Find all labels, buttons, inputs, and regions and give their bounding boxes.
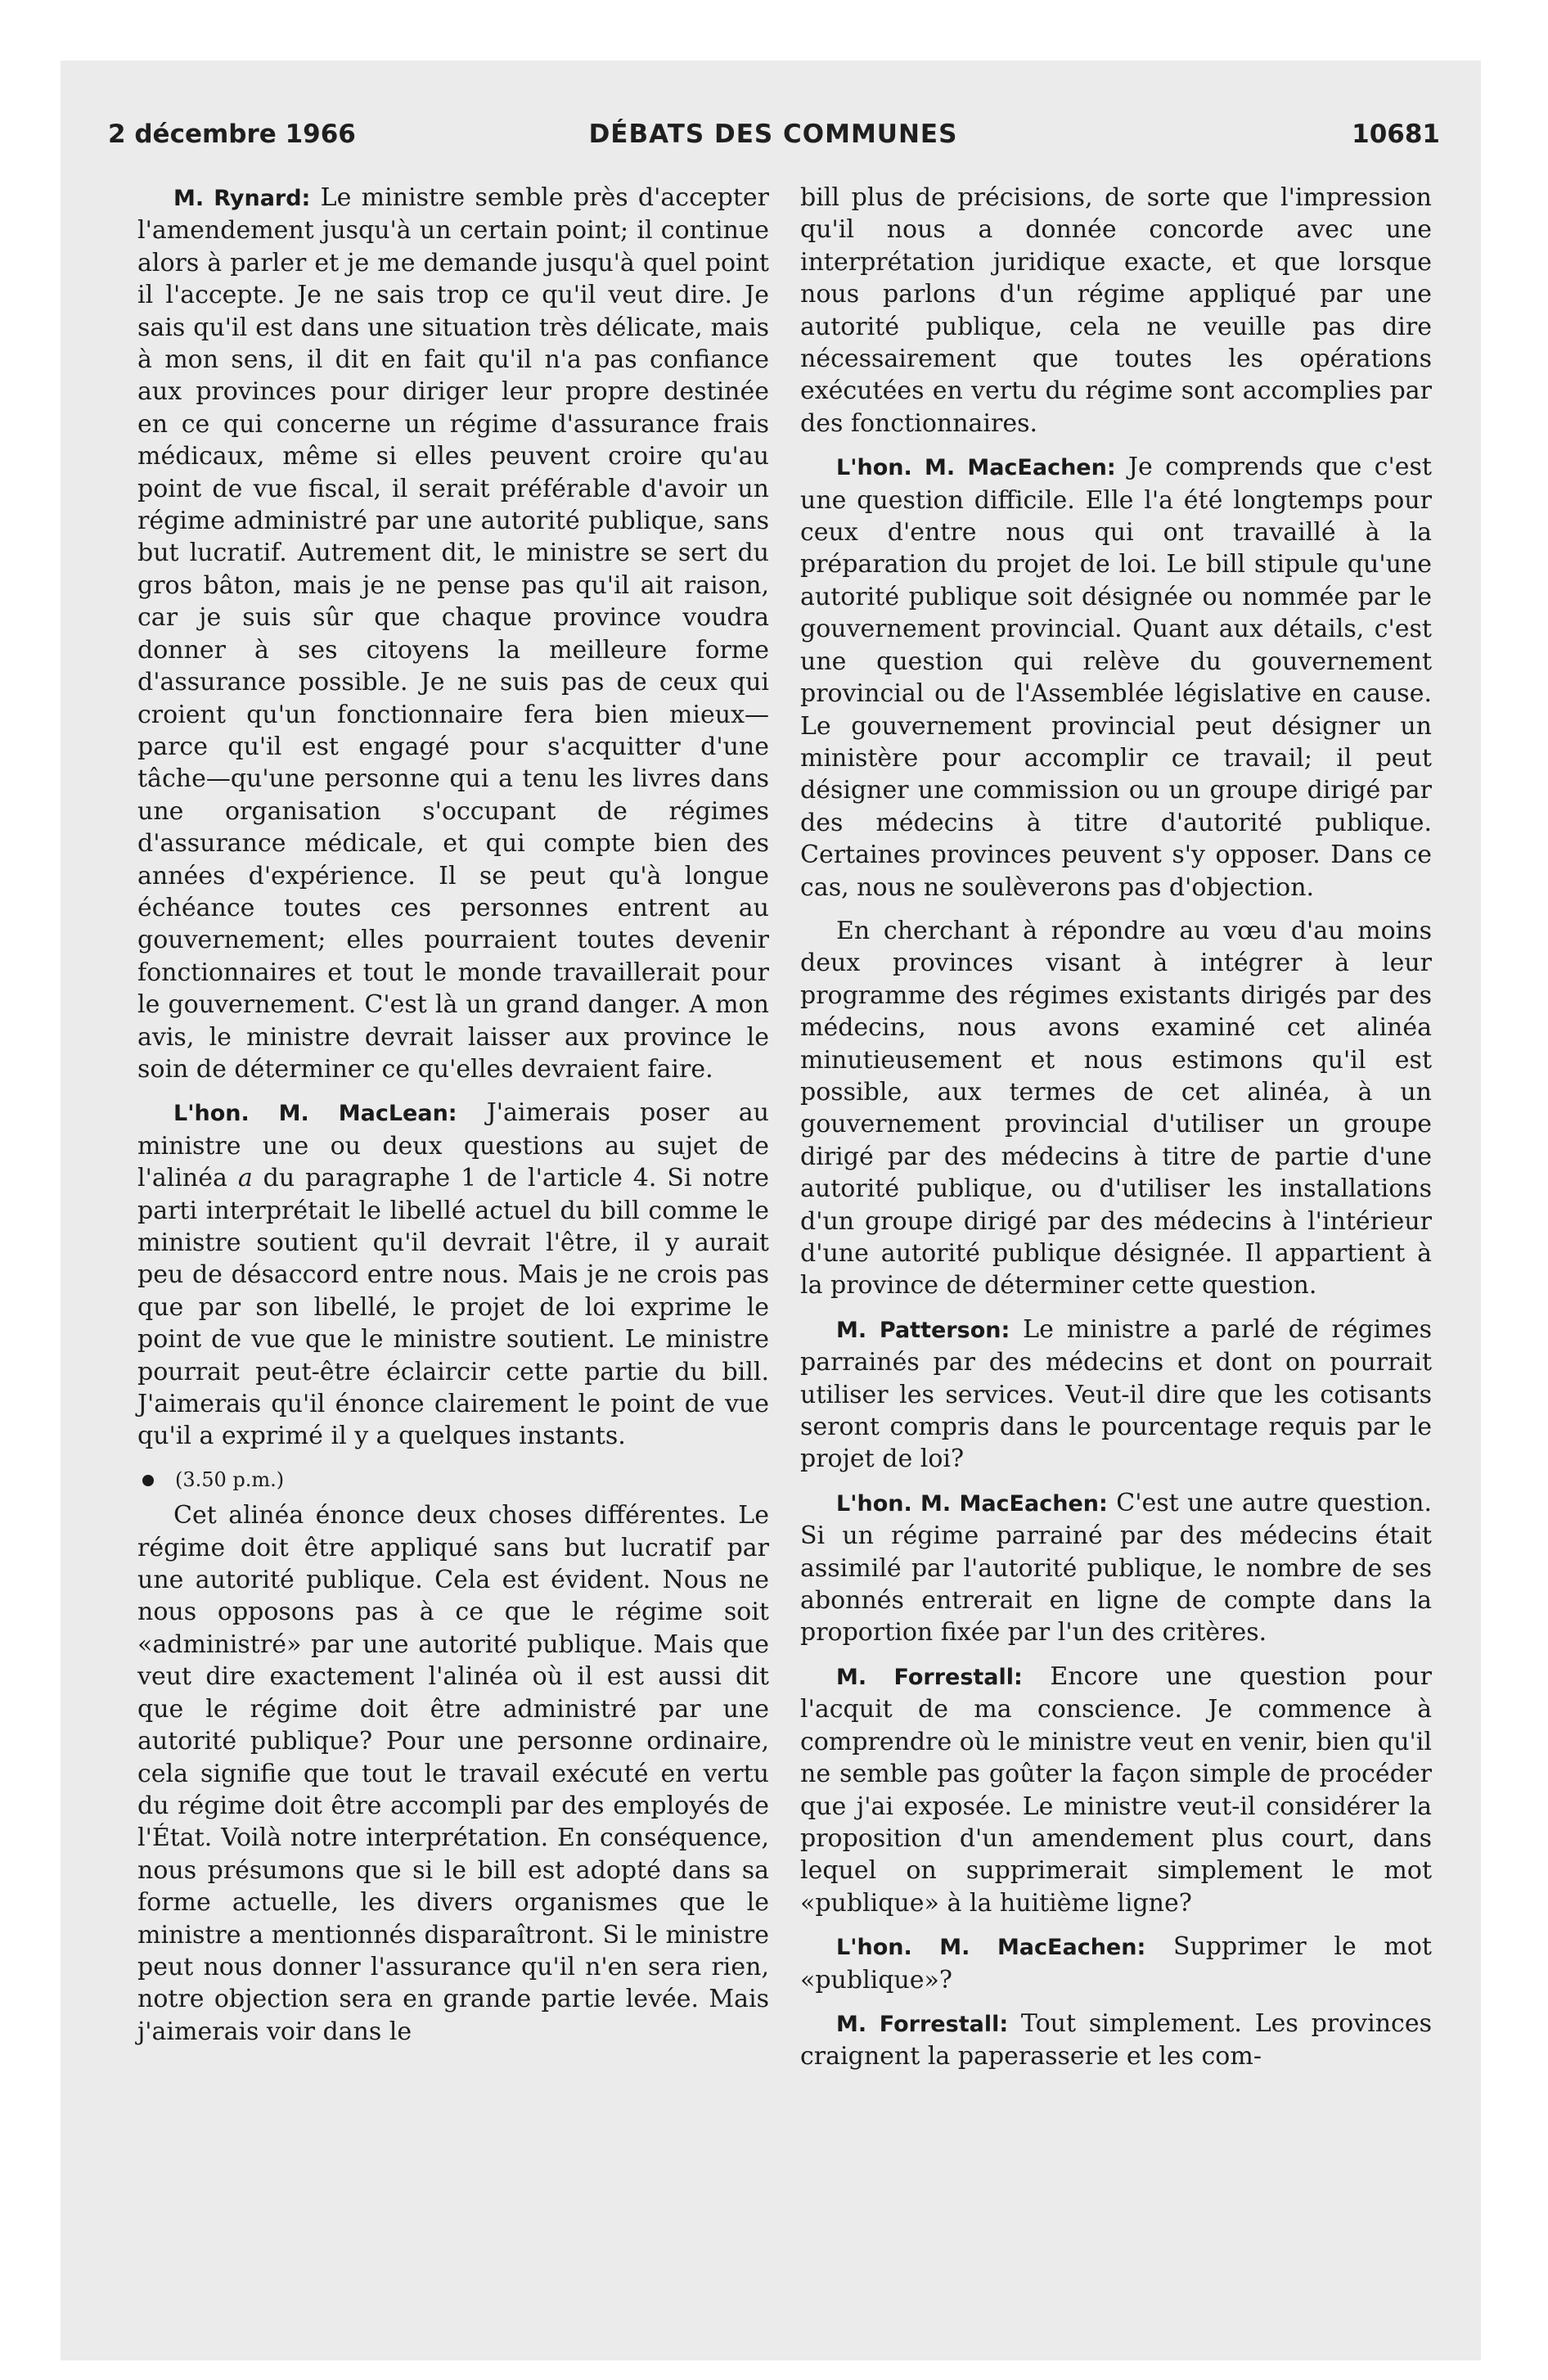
time-note-text: (3.50 p.m.)	[175, 1467, 285, 1491]
speaker-name: L'hon. M. MacEachen:	[836, 1490, 1108, 1517]
paragraph-text: C'est une autre question. Si un régime parrainé par des médecins était assimilé par l'autorité publique, le nombre de ses abonnés entrerait en ligne de compte dans la proportion fixée par l'un des critères.	[800, 1488, 1432, 1648]
paragraph-text: Encore une question pour l'acquit de ma conscience. Je commence à comprendre où le ministre veut en venir, bien qu'il ne semble pas goûter la façon simple de procéder que j'ai exposée. Le ministre veut-il considérer la proposition d'un amendement plus court, dans lequel on supprimerait simplement le mot «publique» à la huitième ligne?	[800, 1661, 1432, 1918]
paragraph-continued	[800, 182, 1432, 439]
paragraph-maceachen-4	[800, 1931, 1432, 1996]
header-title: DÉBATS DES COMMUNES	[588, 119, 958, 149]
speaker-name: L'hon. M. MacEachen:	[836, 1935, 1146, 1961]
page-number: 10681	[1352, 119, 1440, 149]
paragraph-forrestall-2	[800, 2008, 1432, 2073]
left-column	[137, 182, 769, 2059]
paragraph-text: du paragraphe 1 de l'article 4. Si notre parti interprétait le libellé actuel du bill comme le ministre soutient qu'il devrait l'être, il y aurait peu de désaccord entre nous. Mais je ne crois pas que par son libellé, le projet de loi exprime le point de vue que le ministre soutient. Le ministre pourrait peut-être éclaircir cette partie du bill. J'aimerais qu'il énonce clairement le point de vue qu'il a exprimé il y a quelques instants.	[137, 1164, 769, 1451]
paragraph-text: En cherchant à répondre au vœu d'au moins deux provinces visant à intégrer à leur programme des régimes existants dirigés par des médecins, nous avons examiné cet alinéa minutieusement et nous estimons qu'il est possible, aux termes de cet alinéa, à un gouvernement provincial d'utiliser un groupe dirigé par des médecins à titre de partie d'une autorité publique, ou d'utiliser les installations d'un groupe dirigé par des médecins à l'intérieur d'une autorité publique désignée. Il appartient à la province de déterminer cette question.	[800, 916, 1432, 1300]
paragraph-text: J'aimerais poser au ministre une ou deux questions au sujet de l'alinéa	[137, 1098, 769, 1193]
italic-letter: a	[237, 1164, 253, 1193]
paragraph-continuation	[137, 1499, 769, 2048]
speaker-name: M. Forrestall:	[836, 2011, 1009, 2037]
paragraph-text: Je comprends que c'est une question difficile. Elle l'a été longtemps pour ceux d'entre nous qui ont travaillé à la préparation du projet de loi. Le bill stipule qu'une autorité publique soit désignée ou nommée par le gouvernement provincial. Quant aux détails, c'est une question qui relève du gouvernement provincial ou de l'Assemblée législative en cause. Le gouvernement provincial peut désigner un ministère pour accomplir ce travail; il peut désigner une commission ou un groupe dirigé par des médecins à titre d'autorité publique. Certaines provinces peuvent s'y opposer. Dans ce cas, nous ne soulèverons pas d'objection.	[800, 453, 1432, 902]
paragraph-text: bill plus de précisions, de sorte que l'impression qu'il nous a donnée concorde avec une interprétation juridique exacte, et que lorsque nous parlons d'un régime appliqué par une autorité publique, cela ne veuille pas dire nécessairement que toutes les opérations exécutées en vertu du régime sont accomplies par des fonctionnaires.	[800, 183, 1432, 438]
speaker-name: M. Patterson:	[836, 1317, 1010, 1343]
paragraph-text: Le ministre semble près d'accepter l'amendement jusqu'à un certain point; il continue alors à parler et je me demande jusqu'à quel point il l'accepte. Je ne sais trop ce qu'il veut dire. Je sais qu'il est dans une situation très délicate, mais à mon sens, il dit en fait qu'il n'a pas confiance aux provinces pour diriger leur propre destinée en ce qui concerne un régime d'assurance frais médicaux, même si elles peuvent croire qu'au point de vue fiscal, il serait préférable d'avoir un régime administré par une autorité publique, sans but lucratif. Autrement dit, le ministre se sert du gros bâton, mais je ne pense pas qu'il ait raison, car je suis sûr que chaque province voudra donner à ses citoyens la meilleure forme d'assurance possible. Je ne suis pas de ceux qui croient qu'un fonctionnaire fera bien mieux—parce qu'il est engagé pour s'acquitter d'une tâche—qu'une personne qui a tenu les livres dans une organisation s'occupant de régimes d'assurance médicale, et qui compte bien des années d'expérience. Il se peut qu'à longue échéance toutes ces personnes entrent au gouvernement; elles pourraient toutes devenir fonctionnaires et tout le monde travaillerait pour le gouvernement. C'est là un grand danger. A mon avis, le ministre devrait laisser aux province le soin de déterminer ce qu'elles devraient faire.	[137, 183, 769, 1084]
paragraph-text: Le ministre a parlé de régimes parrainés par des médecins et dont on pourrait utiliser les services. Veut-il dire que les cotisants seront compris dans le pourcentage requis par le projet de loi?	[800, 1314, 1432, 1474]
bullet-icon	[142, 1475, 154, 1486]
speaker-name: M. Forrestall:	[836, 1664, 1023, 1690]
speaker-name: L'hon. M. MacEachen:	[836, 455, 1116, 481]
right-column	[800, 182, 1432, 2085]
header-date: 2 décembre 1966	[108, 119, 356, 149]
paragraph-forrestall-1	[800, 1661, 1432, 1919]
paragraph-maceachen-2	[800, 915, 1432, 1302]
page-header	[106, 115, 1440, 164]
paragraph-maceachen-1	[800, 451, 1432, 904]
time-note	[137, 1464, 769, 1496]
paragraph-maceachen-3	[800, 1487, 1432, 1649]
paragraph-patterson	[800, 1314, 1432, 1476]
speaker-name: L'hon. M. MacLean:	[173, 1101, 457, 1127]
paragraph-text: Cet alinéa énonce deux choses différentes. Le régime doit être appliqué sans but lucratif par une autorité publique. Cela est évident. Nous ne nous opposons pas à ce que le régime soit «administré» par une autorité publique. Mais que veut dire exactement l'alinéa où il est aussi dit que le régime doit être administré par une autorité publique? Pour une personne ordinaire, cela signifie que tout le travail exécuté en vertu du régime doit être accompli par des employés de l'État. Voilà notre interprétation. En conséquence, nous présumons que si le bill est adopté dans sa forme actuelle, les divers organismes que le ministre a mentionnés disparaîtront. Si le ministre peut nous donner l'assurance qu'il n'en sera rien, notre objection sera en grande partie levée. Mais j'aimerais voir dans le	[137, 1501, 769, 2046]
paragraph-maclean	[137, 1097, 769, 1452]
speaker-name: M. Rynard:	[173, 186, 311, 211]
paragraph-text: Supprimer le mot «publique»?	[800, 1932, 1432, 1995]
paragraph-rynard	[137, 182, 769, 1085]
paragraph-text: Tout simplement. Les provinces craignent la paperasserie et les com-	[800, 2008, 1432, 2071]
